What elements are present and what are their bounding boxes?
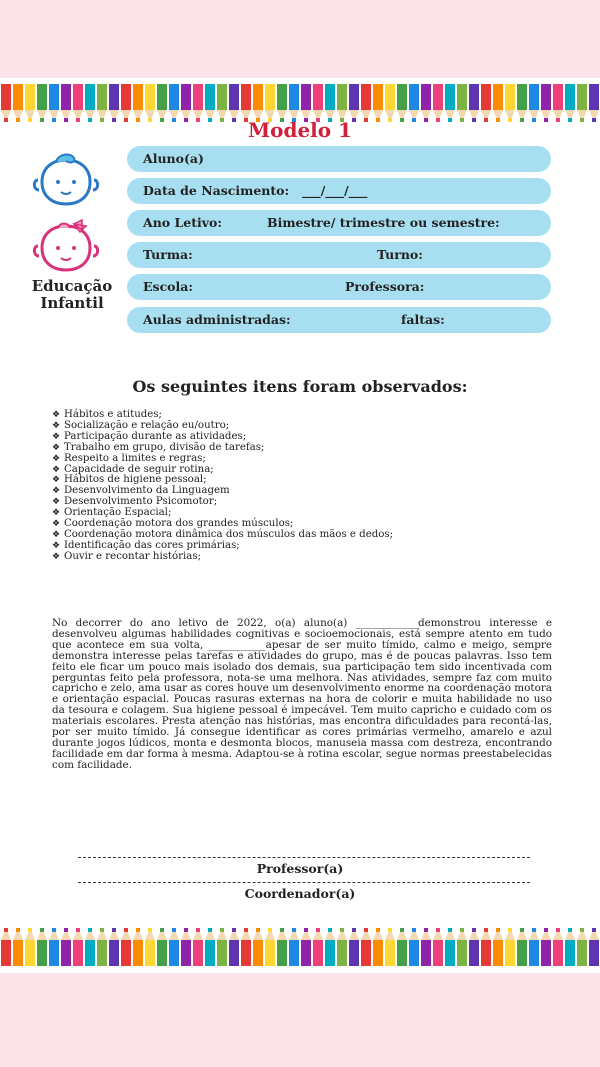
pencil-icon bbox=[504, 84, 516, 122]
pencil-icon bbox=[36, 84, 48, 122]
pencil-icon bbox=[204, 928, 216, 966]
field-escola[interactable] bbox=[127, 274, 551, 300]
pencil-icon bbox=[12, 84, 24, 122]
pencil-icon bbox=[348, 84, 360, 122]
field-ano-letivo[interactable] bbox=[127, 210, 551, 236]
pencil-icon bbox=[60, 928, 72, 966]
pencil-icon bbox=[420, 84, 432, 122]
pencil-icon bbox=[504, 928, 516, 966]
pencil-icon bbox=[84, 84, 96, 122]
escola-label: Escola: bbox=[143, 279, 193, 294]
pencil-icon bbox=[372, 84, 384, 122]
observed-item-text: Orientação Espacial; bbox=[64, 507, 172, 519]
pencil-icon bbox=[168, 928, 180, 966]
pencil-icon bbox=[384, 84, 396, 122]
aulas-label: Aulas administradas: bbox=[143, 312, 291, 327]
pencil-icon bbox=[324, 84, 336, 122]
diamond-bullet-icon: ❖ bbox=[52, 464, 61, 475]
pencil-icon bbox=[264, 84, 276, 122]
observed-item-text: Desenvolvimento da Linguagem bbox=[64, 485, 230, 497]
pencil-icon bbox=[204, 84, 216, 122]
observed-item-text: Participação durante as atividades; bbox=[64, 430, 247, 442]
pencil-icon bbox=[360, 928, 372, 966]
pencil-icon bbox=[444, 928, 456, 966]
pencil-icon bbox=[492, 928, 504, 966]
pencil-icon bbox=[120, 84, 132, 122]
badge-line-2: Infantil bbox=[40, 294, 104, 312]
pencil-icon bbox=[252, 84, 264, 122]
observed-item-text: Identificação das cores primárias; bbox=[64, 539, 240, 551]
pencil-icon bbox=[24, 84, 36, 122]
diamond-bullet-icon: ❖ bbox=[52, 540, 61, 551]
professor-signature-line[interactable] bbox=[78, 857, 530, 858]
boy-face-icon bbox=[30, 152, 102, 210]
pencil-icon bbox=[120, 928, 132, 966]
pencil-icon bbox=[216, 928, 228, 966]
pencil-icon bbox=[48, 928, 60, 966]
pencil-icon bbox=[180, 84, 192, 122]
pencil-icon bbox=[228, 928, 240, 966]
pencil-icon bbox=[372, 928, 384, 966]
pencil-icon bbox=[564, 928, 576, 966]
pencil-icon bbox=[396, 928, 408, 966]
diamond-bullet-icon: ❖ bbox=[52, 410, 61, 420]
pencil-icon bbox=[588, 84, 600, 122]
pencil-icon bbox=[480, 928, 492, 966]
pencil-icon bbox=[528, 84, 540, 122]
coordenador-signature-label: Coordenador(a) bbox=[244, 886, 356, 901]
pencil-icon bbox=[432, 928, 444, 966]
pencil-icon bbox=[432, 84, 444, 122]
pencil-icon bbox=[276, 84, 288, 122]
badge-line-1: Educação bbox=[31, 277, 113, 295]
turno-label: Turno: bbox=[377, 247, 423, 262]
pencil-icon bbox=[60, 84, 72, 122]
pencil-icon bbox=[516, 928, 528, 966]
diamond-bullet-icon: ❖ bbox=[52, 551, 61, 562]
girl-face-icon bbox=[30, 218, 102, 276]
pencil-icon bbox=[84, 928, 96, 966]
pencil-icon bbox=[324, 928, 336, 966]
education-badge bbox=[22, 278, 122, 312]
pencil-icon bbox=[312, 84, 324, 122]
pencil-icon bbox=[480, 84, 492, 122]
diamond-bullet-icon: ❖ bbox=[52, 519, 61, 530]
pencil-icon bbox=[180, 928, 192, 966]
pencil-icon bbox=[552, 84, 564, 122]
pencil-icon bbox=[132, 84, 144, 122]
field-turma[interactable] bbox=[127, 242, 551, 268]
pencil-icon bbox=[408, 84, 420, 122]
diamond-bullet-icon: ❖ bbox=[52, 453, 61, 464]
aluno-label: Aluno(a) bbox=[143, 151, 204, 166]
pencil-icon bbox=[216, 84, 228, 122]
pencil-icon bbox=[336, 928, 348, 966]
pencil-icon bbox=[192, 84, 204, 122]
pencil-icon bbox=[132, 928, 144, 966]
pencil-icon bbox=[96, 84, 108, 122]
pencil-icon bbox=[228, 84, 240, 122]
pencil-icon bbox=[444, 84, 456, 122]
observed-items-list bbox=[52, 410, 393, 563]
observed-item-text: Hábitos de higiene pessoal; bbox=[64, 474, 207, 486]
pencil-icon bbox=[156, 928, 168, 966]
observed-item-text: Socialização e relação eu/outro; bbox=[64, 419, 230, 431]
pencil-icon bbox=[396, 84, 408, 122]
pencil-icon bbox=[300, 928, 312, 966]
observed-item-text: Hábitos e atitudes; bbox=[64, 409, 162, 420]
pencil-icon bbox=[240, 84, 252, 122]
pencil-icon bbox=[528, 928, 540, 966]
field-aulas[interactable] bbox=[127, 307, 551, 333]
pencil-icon bbox=[456, 928, 468, 966]
pencil-icon bbox=[48, 84, 60, 122]
pencil-icon bbox=[252, 928, 264, 966]
pencil-icon bbox=[192, 928, 204, 966]
diamond-bullet-icon: ❖ bbox=[52, 431, 61, 442]
observed-item-text: Coordenação motora dinâmica dos músculos das mãos e dedos; bbox=[64, 528, 394, 540]
professor-signature-label: Professor(a) bbox=[256, 861, 344, 876]
pencil-icon bbox=[408, 928, 420, 966]
observed-item-text: Coordenação motora dos grandes músculos; bbox=[64, 518, 294, 530]
pencil-icon bbox=[12, 928, 24, 966]
pencil-icon bbox=[468, 928, 480, 966]
pencil-icon bbox=[288, 928, 300, 966]
pencil-icon bbox=[0, 928, 12, 966]
field-aluno[interactable] bbox=[127, 146, 551, 172]
pencil-icon bbox=[360, 84, 372, 122]
pencil-icon bbox=[420, 928, 432, 966]
diamond-bullet-icon: ❖ bbox=[52, 508, 61, 519]
pencil-icon bbox=[516, 84, 528, 122]
pencil-border-top bbox=[0, 84, 600, 122]
pencil-icon bbox=[96, 928, 108, 966]
pencil-icon bbox=[576, 928, 588, 966]
pencil-border-bottom bbox=[0, 928, 600, 966]
observed-item bbox=[52, 552, 393, 563]
report-paragraph: No decorrer do ano letivo de 2022, o(a) aluno(a) ____________demonstrou interesse e desenvolveu algumas habilidades cognitivas e socioemocionais, está sempre atento em tudo que acontece em sua volta, ___________apesar de ser muito tímido, calmo e meigo, sempre demonstra interesse pelas tarefas e atividades do grupo, mas é de poucas palavras. Isso tem feito ele ficar um pouco mais isolado dos demais, sua participação tem sido incentivada com perguntas feito pela professora, nota-se uma melhora. Nas atividades, sempre faz com muito capricho e zelo, ama usar as cores houve um desenvolvimento enorme na coordenação motora e orientação espacial. Poucas rasuras externas na hora de colorir e muita habilidade no uso da tesoura e colagem. Sua higiene pessoal é impecável. Tem muito capricho e cuidado com os materiais escolares. Presta atenção nas histórias, mas encontra dificuldades para recontá-las, por ser muito tímido. Já consegue identificar as cores primárias vermelho, amarelo e azul durante jogos lúdicos, monta e desmonta blocos, manuseia massa com destreza, encontrando facilidade em dar forma à mesma. Adaptou-se à rotina escolar, segue normas preestabelecidas com facilidade. bbox=[52, 617, 552, 771]
pencil-icon bbox=[264, 928, 276, 966]
diamond-bullet-icon: ❖ bbox=[52, 442, 61, 453]
diamond-bullet-icon: ❖ bbox=[52, 486, 61, 497]
pencil-icon bbox=[144, 84, 156, 122]
pencil-icon bbox=[72, 928, 84, 966]
ano-letivo-label: Ano Letivo: bbox=[143, 215, 222, 230]
field-nascimento[interactable] bbox=[127, 178, 551, 204]
pencil-icon bbox=[24, 928, 36, 966]
pencil-icon bbox=[288, 84, 300, 122]
diamond-bullet-icon: ❖ bbox=[52, 497, 61, 508]
pencil-icon bbox=[300, 84, 312, 122]
observed-item-text: Respeito a limites e regras; bbox=[64, 452, 206, 464]
professora-label: Professora: bbox=[345, 279, 425, 294]
pencil-icon bbox=[168, 84, 180, 122]
pencil-icon bbox=[468, 84, 480, 122]
observed-item-text: Desenvolvimento Psicomotor; bbox=[64, 496, 218, 508]
diamond-bullet-icon: ❖ bbox=[52, 420, 61, 431]
nascimento-label: Data de Nascimento: bbox=[143, 183, 290, 198]
pencil-icon bbox=[348, 928, 360, 966]
bimestre-label: Bimestre/ trimestre ou semestre: bbox=[267, 215, 500, 230]
pencil-icon bbox=[108, 928, 120, 966]
pencil-icon bbox=[456, 84, 468, 122]
pencil-icon bbox=[72, 84, 84, 122]
observed-item-text: Capacidade de seguir rotina; bbox=[64, 463, 214, 475]
pencil-icon bbox=[0, 84, 12, 122]
coordenador-signature-line[interactable] bbox=[78, 882, 530, 883]
pencil-icon bbox=[336, 84, 348, 122]
pencil-icon bbox=[156, 84, 168, 122]
page-title: Modelo 1 bbox=[247, 118, 352, 142]
pencil-icon bbox=[588, 928, 600, 966]
diamond-bullet-icon: ❖ bbox=[52, 475, 61, 486]
pencil-icon bbox=[552, 928, 564, 966]
pencil-icon bbox=[540, 84, 552, 122]
pencil-icon bbox=[492, 84, 504, 122]
pencil-icon bbox=[576, 84, 588, 122]
pencil-icon bbox=[240, 928, 252, 966]
observed-item-text: Ouvir e recontar histórias; bbox=[64, 550, 202, 562]
pencil-icon bbox=[564, 84, 576, 122]
observed-items-heading: Os seguintes itens foram observados: bbox=[132, 377, 468, 396]
turma-label: Turma: bbox=[143, 247, 193, 262]
diamond-bullet-icon: ❖ bbox=[52, 529, 61, 540]
faltas-label: faltas: bbox=[401, 312, 445, 327]
pencil-icon bbox=[276, 928, 288, 966]
pencil-icon bbox=[540, 928, 552, 966]
observed-item-text: Trabalho em grupo, divisão de tarefas; bbox=[64, 441, 265, 453]
pencil-icon bbox=[108, 84, 120, 122]
pencil-icon bbox=[144, 928, 156, 966]
pencil-icon bbox=[384, 928, 396, 966]
nascimento-blank: ___/___/___ bbox=[302, 183, 368, 198]
pencil-icon bbox=[36, 928, 48, 966]
pencil-icon bbox=[312, 928, 324, 966]
